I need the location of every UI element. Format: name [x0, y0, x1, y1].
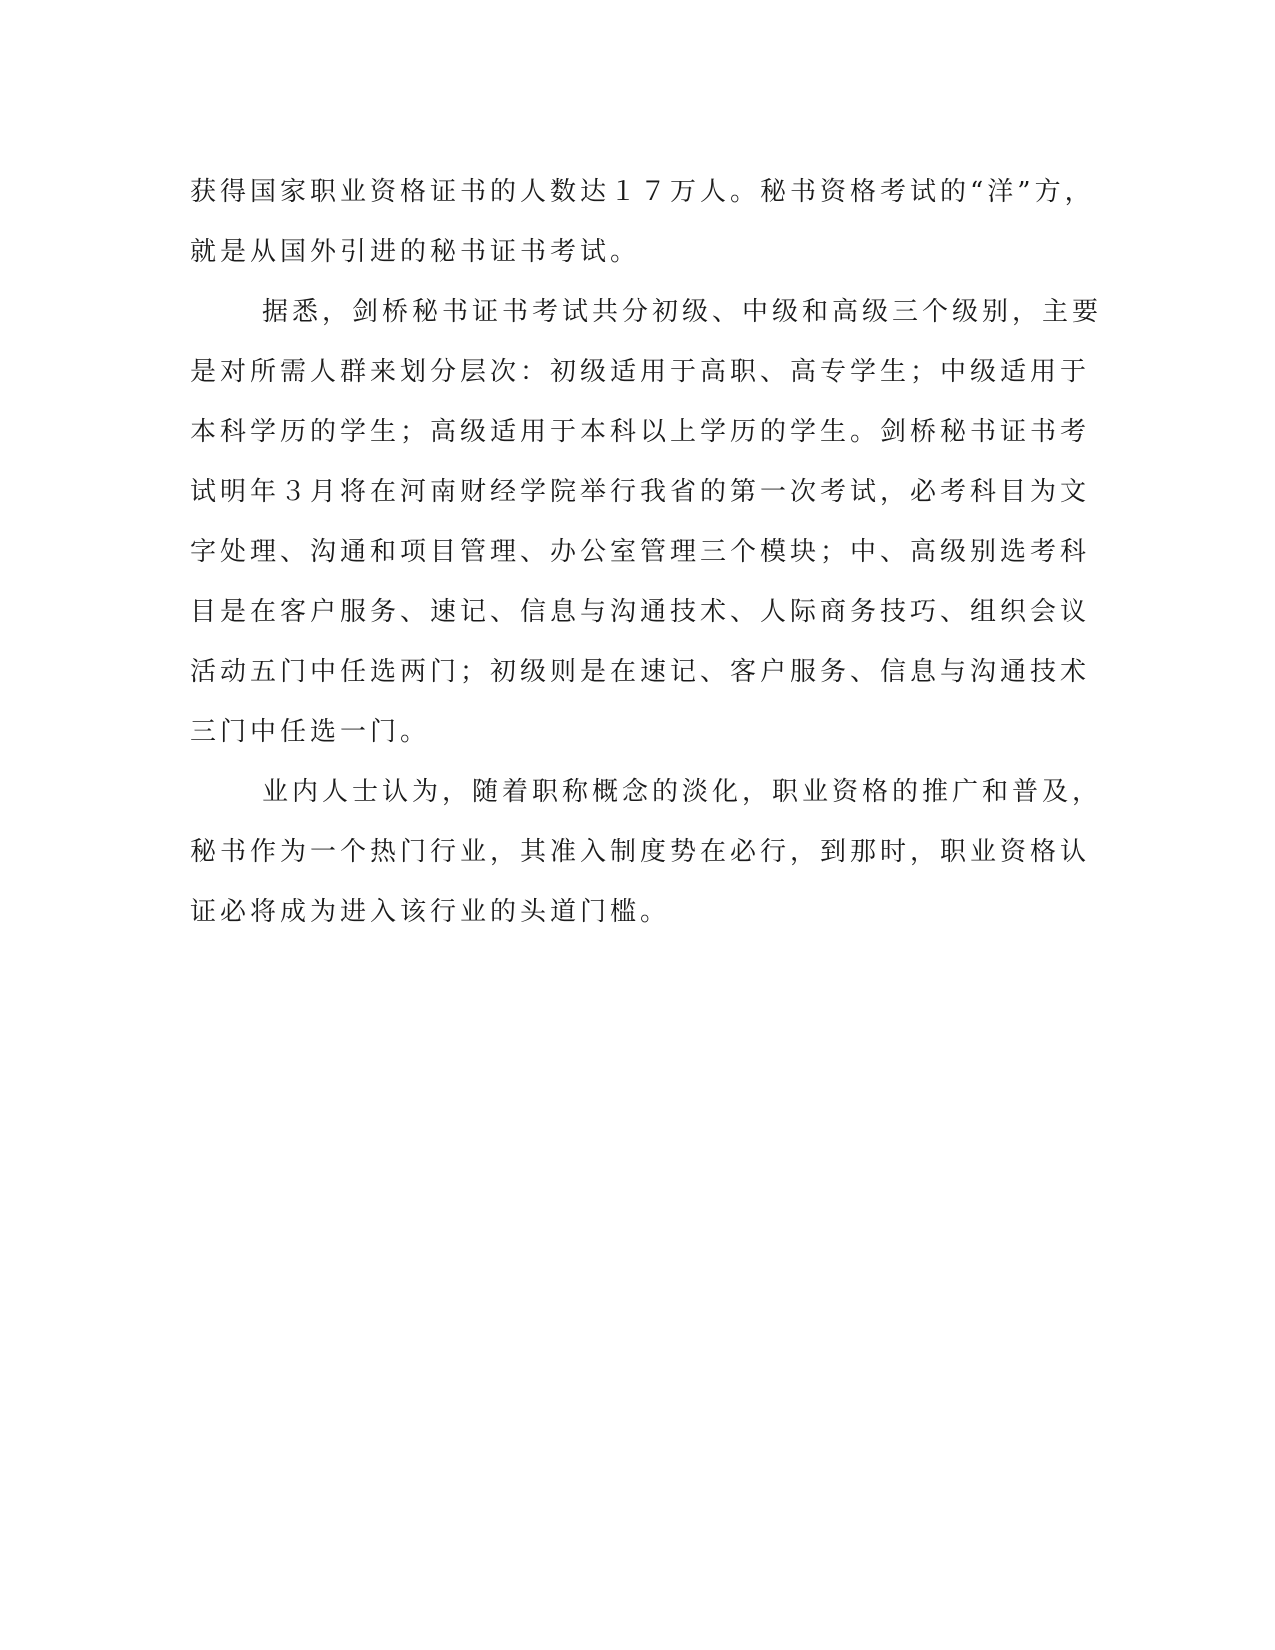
text-line: 是对所需人群来划分层次：初级适用于高职、高专学生；中级适用于	[190, 357, 1091, 387]
paragraph-3	[190, 762, 1103, 942]
text-line: 据悉，剑桥秘书证书考试共分初级、中级和高级三个级别，主要	[262, 297, 1103, 327]
text-line: 业内人士认为，随着职称概念的淡化，职业资格的推广和普及，	[262, 777, 1103, 807]
text-line: 秘书作为一个热门行业，其准入制度势在必行，到那时，职业资格认	[190, 837, 1091, 867]
text-line: 就是从国外引进的秘书证书考试。	[190, 237, 641, 267]
text-line: 三门中任选一门。	[190, 717, 431, 747]
text-line: 目是在客户服务、速记、信息与沟通技术、人际商务技巧、组织会议	[190, 597, 1091, 627]
text-line: 证必将成为进入该行业的头道门槛。	[190, 897, 671, 927]
text-line: 活动五门中任选两门；初级则是在速记、客户服务、信息与沟通技术	[190, 657, 1091, 687]
text-line: 字处理、沟通和项目管理、办公室管理三个模块；中、高级别选考科	[190, 537, 1091, 567]
paragraph-2	[190, 282, 1103, 762]
document-body	[190, 162, 1103, 942]
text-line: 获得国家职业资格证书的人数达１７万人。秘书资格考试的“洋”方，	[190, 177, 1095, 207]
text-line: 本科学历的学生；高级适用于本科以上学历的学生。剑桥秘书证书考	[190, 417, 1091, 447]
text-line: 试明年３月将在河南财经学院举行我省的第一次考试，必考科目为文	[190, 477, 1091, 507]
paragraph-1	[190, 162, 1095, 282]
